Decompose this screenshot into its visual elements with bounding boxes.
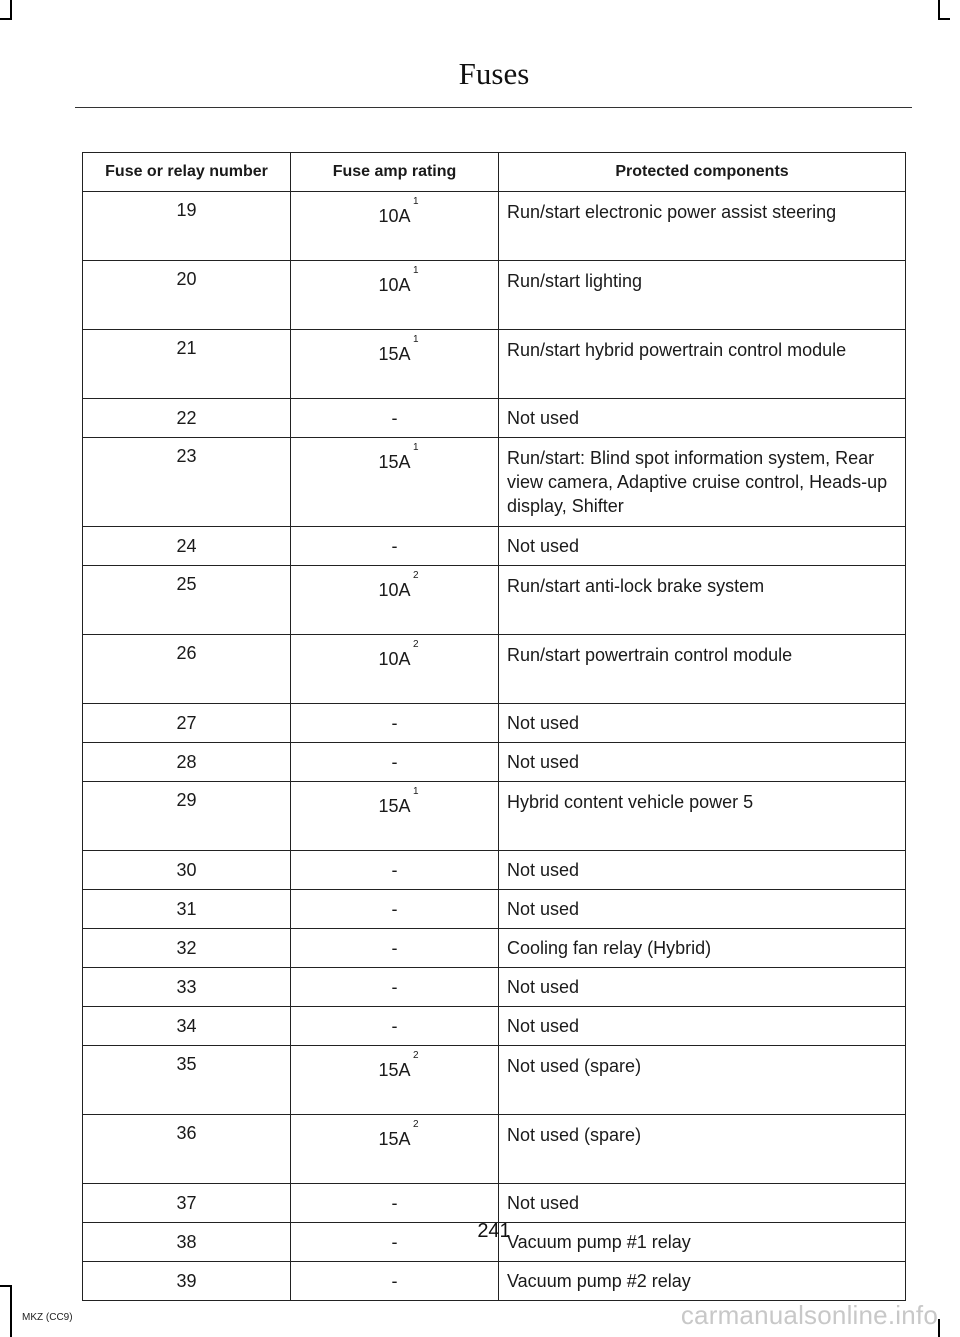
protected-components-cell: Not used [499, 399, 906, 438]
crop-mark [0, 18, 12, 20]
fuse-number-cell: 30 [83, 851, 291, 890]
amp-rating-text: - [391, 937, 398, 958]
amp-rating-text: - [391, 1231, 398, 1252]
fuse-number-cell: 35 [83, 1046, 291, 1115]
protected-components-cell: Run/start lighting [499, 261, 906, 330]
amp-rating-text: 15A [378, 344, 411, 364]
crop-mark [10, 0, 12, 18]
amp-rating-cell [291, 261, 499, 330]
fuse-number-cell: 21 [83, 330, 291, 399]
amp-rating-cell [291, 1007, 499, 1046]
amp-rating-cell [291, 527, 499, 566]
table-row [83, 851, 906, 890]
footnote-marker: 2 [412, 570, 419, 581]
footnote-marker: 1 [412, 196, 419, 207]
footnote-marker: 1 [412, 334, 419, 345]
amp-rating-value [392, 408, 398, 429]
table-row [83, 1007, 906, 1046]
amp-rating-value [378, 1119, 419, 1150]
crop-mark [938, 1319, 940, 1337]
amp-rating-value [378, 639, 419, 670]
amp-rating-text: - [391, 712, 398, 733]
amp-rating-value [392, 1271, 398, 1292]
amp-rating-text: - [391, 859, 398, 880]
protected-components-cell: Run/start hybrid powertrain control module [499, 330, 906, 399]
amp-rating-cell [291, 399, 499, 438]
table-row [83, 566, 906, 635]
amp-rating-value [392, 899, 398, 920]
amp-rating-value [392, 977, 398, 998]
table-row [83, 635, 906, 704]
footnote-marker: 2 [412, 1119, 419, 1130]
amp-rating-value [392, 713, 398, 734]
amp-rating-text: 10A [378, 275, 411, 295]
amp-rating-text: - [391, 976, 398, 997]
column-header-fuse-number: Fuse or relay number [83, 153, 291, 192]
amp-rating-text: - [391, 1015, 398, 1036]
amp-rating-cell [291, 704, 499, 743]
table-row [83, 438, 906, 527]
protected-components-cell: Not used [499, 704, 906, 743]
amp-rating-value [378, 442, 419, 473]
crop-mark [938, 0, 940, 18]
protected-components-cell: Not used [499, 743, 906, 782]
amp-rating-value [378, 786, 419, 817]
table-row [83, 704, 906, 743]
title-divider [75, 107, 912, 108]
amp-rating-value [378, 1050, 419, 1081]
protected-components-cell: Run/start powertrain control module [499, 635, 906, 704]
fuse-number-cell: 31 [83, 890, 291, 929]
footnote-marker: 1 [412, 786, 419, 797]
table-row [83, 1115, 906, 1184]
amp-rating-value [392, 752, 398, 773]
amp-rating-value [392, 938, 398, 959]
footnote-marker: 1 [412, 265, 419, 276]
amp-rating-cell [291, 192, 499, 261]
amp-rating-value [392, 536, 398, 557]
watermark: carmanualsonline.info [680, 1300, 938, 1330]
fuse-number-cell: 28 [83, 743, 291, 782]
amp-rating-value [392, 1016, 398, 1037]
amp-rating-cell [291, 1046, 499, 1115]
protected-components-cell: Not used [499, 890, 906, 929]
fuse-number-cell: 29 [83, 782, 291, 851]
protected-components-cell: Not used [499, 1007, 906, 1046]
protected-components-cell: Hybrid content vehicle power 5 [499, 782, 906, 851]
amp-rating-cell [291, 438, 499, 527]
amp-rating-cell [291, 782, 499, 851]
table-row [83, 968, 906, 1007]
fuse-number-cell: 38 [83, 1223, 291, 1262]
amp-rating-cell [291, 929, 499, 968]
table-row [83, 261, 906, 330]
amp-rating-text: 10A [378, 649, 411, 669]
amp-rating-value [378, 265, 419, 296]
amp-rating-text: - [391, 535, 398, 556]
amp-rating-cell [291, 1262, 499, 1301]
protected-components-cell: Vacuum pump #1 relay [499, 1223, 906, 1262]
protected-components-cell: Run/start: Blind spot information system, Rear view camera, Adaptive cruise control, Heads-up display, Shifter [499, 438, 906, 527]
fuse-number-cell: 19 [83, 192, 291, 261]
amp-rating-text: 10A [378, 580, 411, 600]
amp-rating-cell [291, 1115, 499, 1184]
protected-components-cell: Not used [499, 1184, 906, 1223]
protected-components-cell: Vacuum pump #2 relay [499, 1262, 906, 1301]
table-row [83, 1184, 906, 1223]
protected-components-cell: Not used (spare) [499, 1046, 906, 1115]
fuse-number-cell: 34 [83, 1007, 291, 1046]
protected-components-cell: Not used [499, 851, 906, 890]
amp-rating-cell [291, 743, 499, 782]
amp-rating-cell [291, 566, 499, 635]
fuse-number-cell: 32 [83, 929, 291, 968]
protected-components-cell: Not used (spare) [499, 1115, 906, 1184]
table-row [83, 890, 906, 929]
table-row [83, 330, 906, 399]
fuse-table [82, 152, 906, 1301]
amp-rating-text: - [391, 898, 398, 919]
fuse-number-cell: 26 [83, 635, 291, 704]
footnote-marker: 1 [412, 442, 419, 453]
column-header-amp-rating: Fuse amp rating [291, 153, 499, 192]
amp-rating-value [392, 860, 398, 881]
column-header-protected-components: Protected components [499, 153, 906, 192]
amp-rating-text: 15A [378, 1129, 411, 1149]
amp-rating-cell [291, 890, 499, 929]
amp-rating-value [378, 570, 419, 601]
table-row [83, 929, 906, 968]
fuse-number-cell: 24 [83, 527, 291, 566]
page-number: 241 [477, 1220, 511, 1242]
fuse-number-cell: 33 [83, 968, 291, 1007]
fuse-number-cell: 36 [83, 1115, 291, 1184]
table-row [83, 399, 906, 438]
footnote-marker: 2 [412, 639, 419, 650]
fuse-number-cell: 22 [83, 399, 291, 438]
amp-rating-text: 15A [378, 796, 411, 816]
amp-rating-value [392, 1193, 398, 1214]
table-row [83, 743, 906, 782]
fuse-number-cell: 23 [83, 438, 291, 527]
amp-rating-value [378, 196, 419, 227]
table-row [83, 1262, 906, 1301]
crop-mark [0, 1285, 12, 1287]
protected-components-cell: Run/start anti-lock brake system [499, 566, 906, 635]
protected-components-cell: Run/start electronic power assist steering [499, 192, 906, 261]
footnote-marker: 2 [412, 1050, 419, 1061]
fuse-number-cell: 27 [83, 704, 291, 743]
fuse-number-cell: 37 [83, 1184, 291, 1223]
amp-rating-cell [291, 1184, 499, 1223]
amp-rating-cell [291, 851, 499, 890]
table-row [83, 782, 906, 851]
table-header-row [83, 153, 906, 192]
amp-rating-text: - [391, 1192, 398, 1213]
table-row [83, 192, 906, 261]
protected-components-cell: Not used [499, 968, 906, 1007]
amp-rating-cell [291, 968, 499, 1007]
amp-rating-cell [291, 330, 499, 399]
protected-components-cell: Cooling fan relay (Hybrid) [499, 929, 906, 968]
amp-rating-text: 10A [378, 206, 411, 226]
amp-rating-value [378, 334, 419, 365]
fuse-number-cell: 39 [83, 1262, 291, 1301]
table-row [83, 527, 906, 566]
amp-rating-text: - [391, 407, 398, 428]
amp-rating-text: 15A [378, 1060, 411, 1080]
protected-components-cell: Not used [499, 527, 906, 566]
crop-mark [938, 18, 950, 20]
fuse-number-cell: 20 [83, 261, 291, 330]
crop-mark [10, 1287, 12, 1337]
amp-rating-cell [291, 635, 499, 704]
page-title: Fuses [458, 56, 530, 91]
amp-rating-text: - [391, 751, 398, 772]
table-row [83, 1046, 906, 1115]
fuse-number-cell: 25 [83, 566, 291, 635]
amp-rating-text: 15A [378, 452, 411, 472]
model-code: MKZ (CC9) [22, 1312, 73, 1323]
amp-rating-text: - [391, 1270, 398, 1291]
